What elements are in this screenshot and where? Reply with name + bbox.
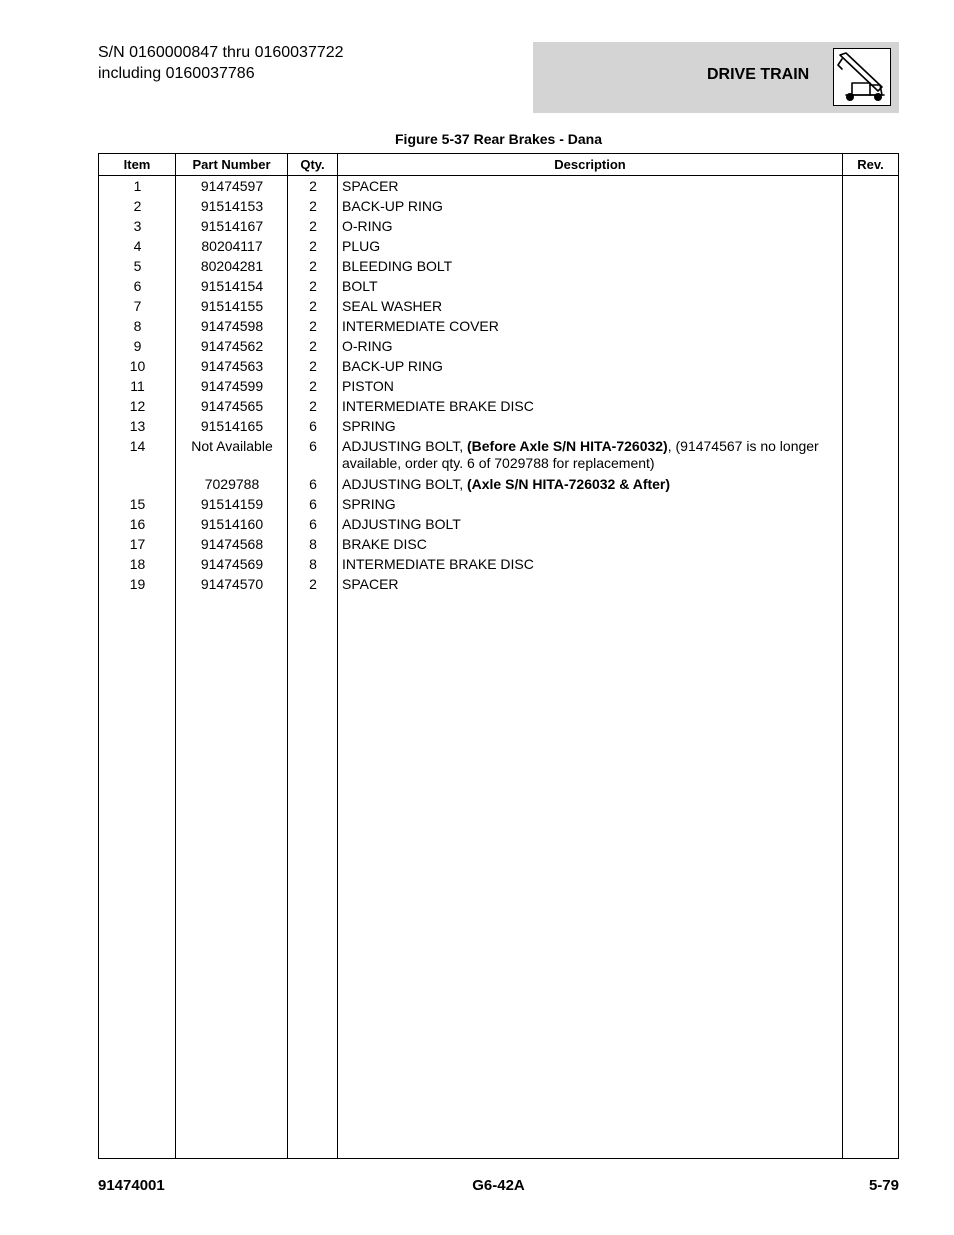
table-row	[99, 238, 898, 258]
table-row	[99, 278, 898, 298]
quantity: 6	[309, 516, 317, 532]
part-description	[342, 178, 838, 195]
item-number: 7	[133, 298, 142, 314]
quantity: 8	[309, 556, 317, 572]
part-number: 91474598	[200, 318, 264, 334]
item-number: 13	[129, 418, 146, 434]
description-text: BACK-UP RING	[342, 358, 443, 374]
description-text: SPACER	[342, 178, 399, 194]
item-number: 1	[133, 178, 142, 194]
quantity: 6	[309, 418, 317, 434]
quantity: 2	[309, 258, 317, 274]
part-number: Not Available	[191, 438, 273, 454]
part-number: 91474568	[200, 536, 264, 552]
table-row	[99, 358, 898, 378]
parts-table	[98, 153, 899, 1159]
quantity: 6	[309, 438, 317, 454]
table-row	[99, 556, 898, 576]
part-number: 80204117	[201, 238, 263, 254]
part-description	[342, 298, 838, 315]
description-text: SEAL WASHER	[342, 298, 443, 314]
table-row	[99, 398, 898, 418]
description-text: SPACER	[342, 576, 399, 592]
table-row	[99, 536, 898, 556]
column-header-qty: Qty.	[300, 157, 325, 172]
description-text: BACK-UP RING	[342, 198, 443, 214]
footer-model: G6-42A	[472, 1177, 525, 1194]
table-row	[99, 496, 898, 516]
table-row	[99, 516, 898, 536]
item-number: 10	[129, 358, 146, 374]
part-description	[342, 556, 838, 573]
table-row	[99, 438, 898, 476]
item-number: 8	[133, 318, 142, 334]
description-text: PISTON	[342, 378, 394, 394]
item-number: 6	[133, 278, 142, 294]
item-number: 9	[133, 338, 142, 354]
description-text: BLEEDING BOLT	[342, 258, 453, 274]
item-number: 17	[129, 536, 146, 552]
table-row	[99, 476, 898, 496]
description-text: ADJUSTING BOLT	[342, 516, 461, 532]
footer-page-number: 5-79	[868, 1177, 899, 1194]
serial-line-1: S/N 0160000847 thru 0160037722	[98, 44, 344, 61]
quantity: 2	[309, 378, 317, 394]
quantity: 2	[309, 398, 317, 414]
description-note: , (91474567 is no longer available, order qty. 6 of 7029788 for replacement)	[342, 438, 819, 471]
quantity: 8	[309, 536, 317, 552]
part-description	[342, 358, 838, 375]
column-header-rev: Rev.	[857, 157, 884, 172]
description-text: BOLT	[342, 278, 378, 294]
item-number: 2	[133, 198, 142, 214]
part-number: 91474563	[200, 358, 264, 374]
description-serial-note: (Before Axle S/N HITA-726032)	[466, 438, 668, 454]
part-number: 7029788	[204, 476, 260, 492]
part-number: 91514153	[200, 198, 264, 214]
description-text: SPRING	[342, 418, 396, 434]
item-number: 16	[129, 516, 146, 532]
column-header-description: Description	[554, 157, 626, 172]
quantity: 2	[309, 278, 317, 294]
quantity: 2	[309, 178, 317, 194]
description-serial-note: (Axle S/N HITA-726032 & After)	[466, 476, 671, 492]
part-description	[342, 198, 838, 215]
table-row	[99, 378, 898, 398]
footer-document-number: 91474001	[98, 1177, 165, 1194]
quantity: 2	[309, 298, 317, 314]
parts-table-body	[99, 178, 898, 596]
part-description	[342, 576, 838, 593]
item-number: 3	[133, 218, 142, 234]
description-text: O-RING	[342, 338, 393, 354]
part-number: 91514154	[200, 278, 264, 294]
part-number: 91474597	[200, 178, 264, 194]
table-row	[99, 576, 898, 596]
table-row	[99, 338, 898, 358]
part-description	[342, 536, 838, 553]
table-row	[99, 198, 898, 218]
description-text: ADJUSTING BOLT,	[342, 476, 467, 492]
table-row	[99, 178, 898, 198]
part-description	[342, 496, 838, 513]
description-text: INTERMEDIATE BRAKE DISC	[342, 556, 534, 572]
part-description	[342, 218, 838, 235]
item-number: 5	[133, 258, 142, 274]
part-description	[342, 438, 838, 472]
part-number: 91474562	[200, 338, 264, 354]
description-text: BRAKE DISC	[342, 536, 427, 552]
figure-title: Figure 5-37 Rear Brakes - Dana	[395, 131, 602, 147]
quantity: 2	[309, 358, 317, 374]
part-description	[342, 278, 838, 295]
description-text: PLUG	[342, 238, 381, 254]
part-number: 80204281	[200, 258, 264, 274]
part-number: 91514165	[200, 418, 264, 434]
part-description	[342, 258, 838, 275]
part-number: 91514167	[200, 218, 264, 234]
table-row	[99, 418, 898, 438]
description-text: SPRING	[342, 496, 396, 512]
item-number: 15	[129, 496, 146, 512]
description-text: INTERMEDIATE COVER	[342, 318, 499, 334]
column-header-item: Item	[123, 157, 151, 172]
quantity: 2	[309, 576, 317, 592]
part-number: 91474599	[200, 378, 264, 394]
part-number: 91474569	[200, 556, 264, 572]
part-number: 91474570	[200, 576, 264, 592]
item-number: 14	[129, 438, 146, 454]
description-text: INTERMEDIATE BRAKE DISC	[342, 398, 534, 414]
part-description	[342, 338, 838, 355]
item-number: 19	[129, 576, 146, 592]
item-number: 11	[130, 378, 145, 394]
quantity: 2	[309, 318, 317, 334]
part-number: 91514155	[200, 298, 264, 314]
description-text: O-RING	[342, 218, 393, 234]
part-number: 91474565	[200, 398, 264, 414]
part-description	[342, 476, 838, 493]
quantity: 2	[309, 198, 317, 214]
quantity: 2	[309, 338, 317, 354]
quantity: 2	[309, 218, 317, 234]
quantity: 2	[309, 238, 317, 254]
part-description	[342, 418, 838, 435]
part-description	[342, 378, 838, 395]
table-row	[99, 258, 898, 278]
part-description	[342, 516, 838, 533]
table-row	[99, 298, 898, 318]
table-row	[99, 318, 898, 338]
part-number: 91514160	[200, 516, 264, 532]
part-number: 91514159	[200, 496, 264, 512]
quantity: 6	[309, 496, 317, 512]
section-header	[533, 42, 899, 113]
part-description	[342, 398, 838, 415]
serial-number-range	[98, 42, 344, 84]
item-number: 4	[133, 238, 142, 254]
part-description	[342, 238, 838, 255]
item-number: 18	[129, 556, 146, 572]
description-text: ADJUSTING BOLT,	[342, 438, 467, 454]
serial-line-2: including 0160037786	[98, 65, 255, 82]
section-title: DRIVE TRAIN	[707, 66, 810, 83]
item-number: 12	[129, 398, 146, 414]
column-header-part-number: Part Number	[192, 157, 271, 172]
part-description	[342, 318, 838, 335]
table-row	[99, 218, 898, 238]
telehandler-icon	[833, 48, 891, 106]
quantity: 6	[309, 476, 317, 492]
